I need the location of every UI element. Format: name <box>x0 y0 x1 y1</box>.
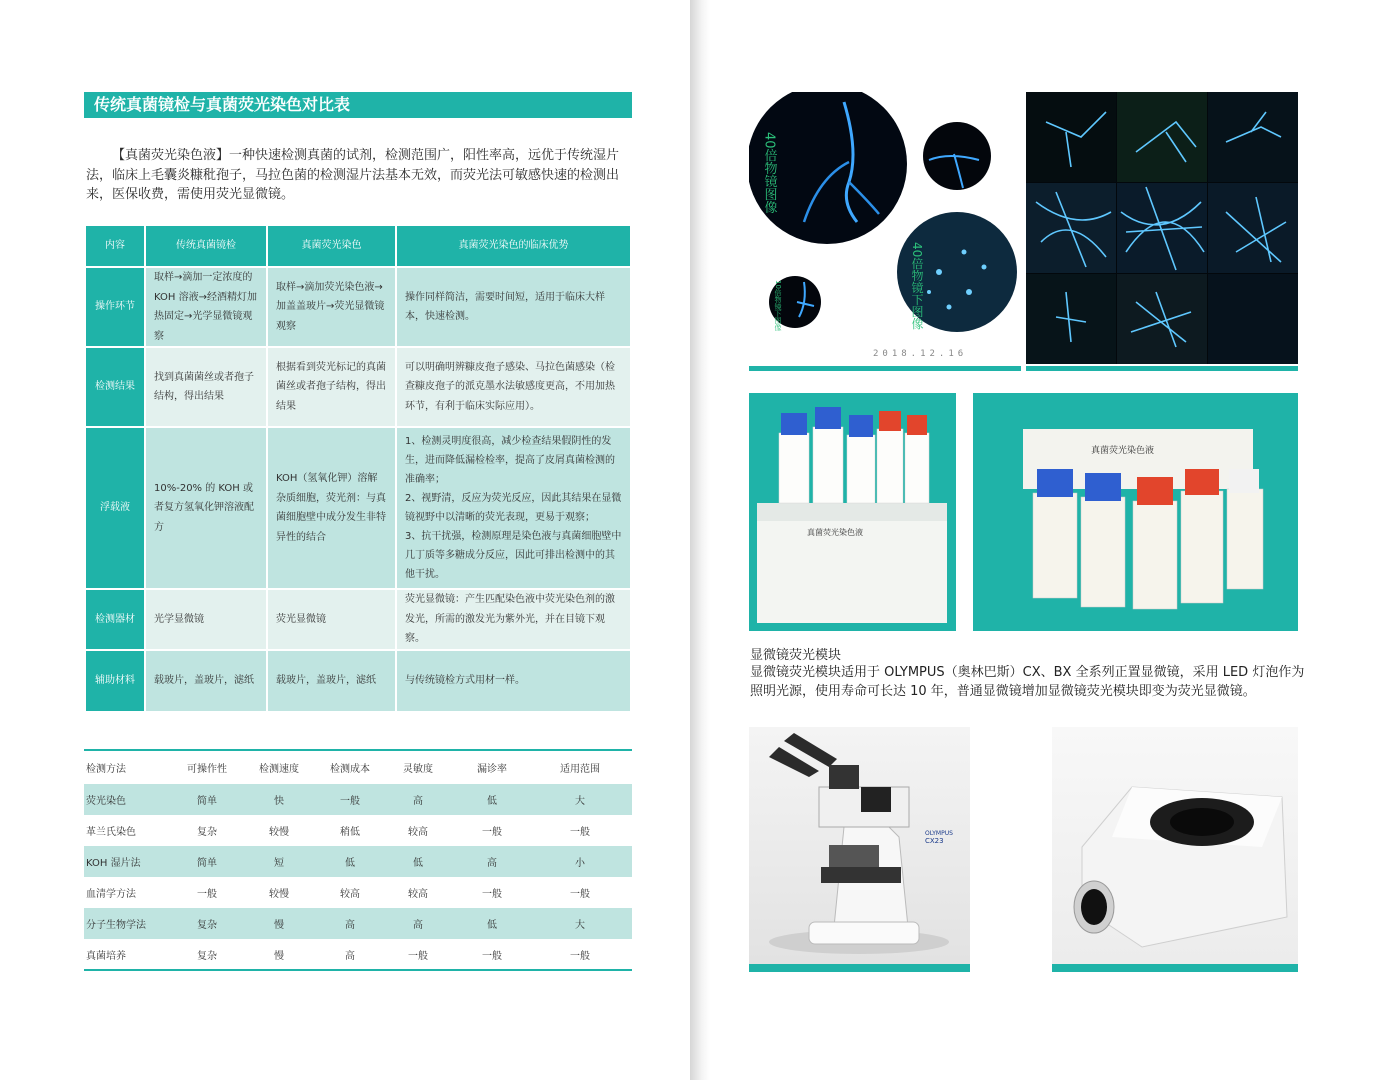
table-cell: 低 <box>380 846 456 877</box>
row-label: 浮载液 <box>85 427 145 589</box>
table-cell: 高 <box>320 908 380 939</box>
table-cell: 一般 <box>570 889 590 900</box>
table-header: 检测方法 <box>84 750 176 784</box>
intro-paragraph: 【真菌荧光染色液】一种快速检测真菌的试剂，检测范围广，阳性率高，远优于传统湿片法，临床上毛囊炎糠秕孢子，马拉色菌的检测湿片法基本无效，而荧光法可敏感快速的检测出来，医保收费，需使用荧光显微镜。 <box>86 148 620 202</box>
table-cell: 一般 <box>482 889 502 900</box>
table-cell: 高 <box>456 846 528 877</box>
table-cell: 一般 <box>528 939 632 970</box>
table-row <box>84 908 632 939</box>
table-row <box>84 877 632 908</box>
table-cell: KOH（氢氧化钾）溶解杂质细胞，荧光剂：与真菌细胞壁中成分发生非特异性的结合 <box>267 427 396 589</box>
table-cell: 较高 <box>408 889 428 900</box>
table-row <box>84 939 632 970</box>
table-header: 内容 <box>85 225 145 267</box>
table-cell: 分子生物学法 <box>84 908 176 939</box>
table-cell: 低 <box>456 784 528 815</box>
microscope-model: CX23 <box>925 837 944 845</box>
table-header: 适用范围 <box>528 750 632 784</box>
table-cell: 慢 <box>238 908 320 939</box>
table-cell: 短 <box>238 846 320 877</box>
table-cell: 简单 <box>176 846 238 877</box>
table-cell: KOH 湿片法 <box>84 846 176 877</box>
date-stamp: 2018.12.16 <box>873 349 968 359</box>
reagent-bottles-image <box>973 393 1298 631</box>
table-cell: 光学显微镜 <box>145 589 267 650</box>
kit-box-label-2: 真菌荧光染色液 <box>1091 446 1155 456</box>
row-label: 检测结果 <box>85 347 145 427</box>
table-cell: 1、检测灵明度很高，减少检查结果假阴性的发生，进而降低漏检检率，提高了皮屑真菌检测的准确率； 2、视野清，反应为荧光反应，因此其结果在显微镜视野中以清晰的荧光表现，更易于观察； 3、抗干扰强，检测原理是染色液与真菌细胞壁中几丁质等多糖成分反应，因此可排出检测中的其他干扰。 <box>396 427 631 589</box>
table-cell: 一般 <box>197 889 217 900</box>
fluorescence-circles-image <box>749 92 1021 364</box>
table-cell: 大 <box>528 908 632 939</box>
table-row <box>85 589 631 650</box>
table-cell: 快 <box>238 784 320 815</box>
table-cell: 一般 <box>320 784 380 815</box>
kit-box-label: 真菌荧光染色液 <box>807 528 863 537</box>
table-cell: 较高 <box>340 889 360 900</box>
table-cell: 取样→滴加荧光染色液→加盖盖玻片→荧光显微镜观察 <box>267 267 396 347</box>
book-spine <box>690 0 710 1080</box>
table-header-row <box>85 225 631 267</box>
table-cell: 低 <box>456 908 528 939</box>
table-cell: 载玻片，盖玻片，滤纸 <box>267 650 396 712</box>
table-header: 传统真菌镜检 <box>145 225 267 267</box>
table-cell: 稍低 <box>340 827 360 838</box>
table-header-row <box>84 750 632 784</box>
table-row <box>84 815 632 846</box>
table-cell: 较慢 <box>269 827 289 838</box>
table-cell: 一般 <box>482 827 502 838</box>
table-header: 检测速度 <box>238 750 320 784</box>
table-cell: 复杂 <box>176 908 238 939</box>
table-cell: 小 <box>528 846 632 877</box>
table-cell: 复杂 <box>197 827 217 838</box>
table-cell: 简单 <box>176 784 238 815</box>
table-header: 真菌荧光染色的临床优势 <box>396 225 631 267</box>
label-10x: 10倍物镜下图像 <box>774 280 782 331</box>
fluorescence-grid-image <box>1026 92 1298 364</box>
image-underline <box>749 964 970 972</box>
table-cell: 载玻片，盖玻片，滤纸 <box>145 650 267 712</box>
table-cell: 慢 <box>238 939 320 970</box>
image-underline <box>1052 964 1298 972</box>
kit-box-image <box>749 393 956 631</box>
fluorescence-module-image <box>1052 727 1298 964</box>
table-cell: 高 <box>320 939 380 970</box>
table-cell: 高 <box>380 784 456 815</box>
microscope-image <box>749 727 970 964</box>
table-cell: 10%-20% 的 KOH 或者复方氢氧化钾溶液配方 <box>145 427 267 589</box>
page-title: 传统真菌镜检与真菌荧光染色对比表 <box>84 92 632 118</box>
table-cell: 根据看到荧光标记的真菌菌丝或者孢子结构，得出结果 <box>267 347 396 427</box>
table-cell: 大 <box>528 784 632 815</box>
table-row <box>85 650 631 712</box>
table-header: 灵敏度 <box>380 750 456 784</box>
table-row <box>84 846 632 877</box>
table-cell: 低 <box>320 846 380 877</box>
table-cell: 荧光染色 <box>84 784 176 815</box>
table-cell: 高 <box>380 908 456 939</box>
table-row <box>84 784 632 815</box>
caption-title: 显微镜荧光模块 <box>750 648 842 663</box>
table-cell: 血清学方法 <box>86 889 136 900</box>
image-underline <box>749 366 1021 371</box>
table-row <box>85 427 631 589</box>
table-cell: 取样→滴加一定浓度的KOH 溶液→经酒精灯加热固定→光学显微镜观察 <box>145 267 267 347</box>
table-cell: 找到真菌菌丝或者孢子结构，得出结果 <box>145 347 267 427</box>
table-cell: 真菌培养 <box>84 939 176 970</box>
table-cell: 复杂 <box>176 939 238 970</box>
table-header: 漏诊率 <box>456 750 528 784</box>
table-cell: 可以明确明辨糠皮孢子感染、马拉色菌感染（检查糠皮孢子的派克墨水法敏感度更高，不用加热环节，有利于临床实际应用）。 <box>396 347 631 427</box>
table-cell: 与传统镜检方式用材一样。 <box>396 650 631 712</box>
row-label: 辅助材料 <box>85 650 145 712</box>
microscope-brand: OLYMPUS <box>925 830 953 837</box>
table-header: 真菌荧光染色 <box>267 225 396 267</box>
table-row <box>85 267 631 347</box>
table-header: 可操作性 <box>176 750 238 784</box>
table-cell: 一般 <box>380 939 456 970</box>
comparison-table <box>84 224 632 713</box>
label-40x-lower: 40倍物镜下图像 <box>910 242 924 330</box>
table-cell: 较慢 <box>269 889 289 900</box>
label-40x: 40倍物镜图像 <box>761 132 777 214</box>
table-cell: 较高 <box>408 827 428 838</box>
table-cell: 一般 <box>456 939 528 970</box>
table-cell: 荧光显微镜 <box>267 589 396 650</box>
row-label: 检测器材 <box>85 589 145 650</box>
table-cell: 一般 <box>570 827 590 838</box>
table-cell: 操作同样简洁，需要时间短，适用于临床大样本，快速检测。 <box>396 267 631 347</box>
row-label: 操作环节 <box>85 267 145 347</box>
caption-text: 显微镜荧光模块适用于 OLYMPUS（奥林巴斯）CX、BX 全系列正置显微镜，采用 LED 灯泡作为照明光源，使用寿命可长达 10 年，普通显微镜增加显微镜荧光模块即变为荧光显微镜。 <box>750 665 1305 699</box>
table-header: 检测成本 <box>320 750 380 784</box>
table-cell: 荧光显微镜：产生匹配染色液中荧光染色剂的激发光，所需的激发光为紫外光，并在目镜下观察。 <box>396 589 631 650</box>
image-underline <box>1026 366 1298 371</box>
method-comparison-table <box>84 749 632 971</box>
table-row <box>85 347 631 427</box>
table-cell: 革兰氏染色 <box>86 827 136 838</box>
